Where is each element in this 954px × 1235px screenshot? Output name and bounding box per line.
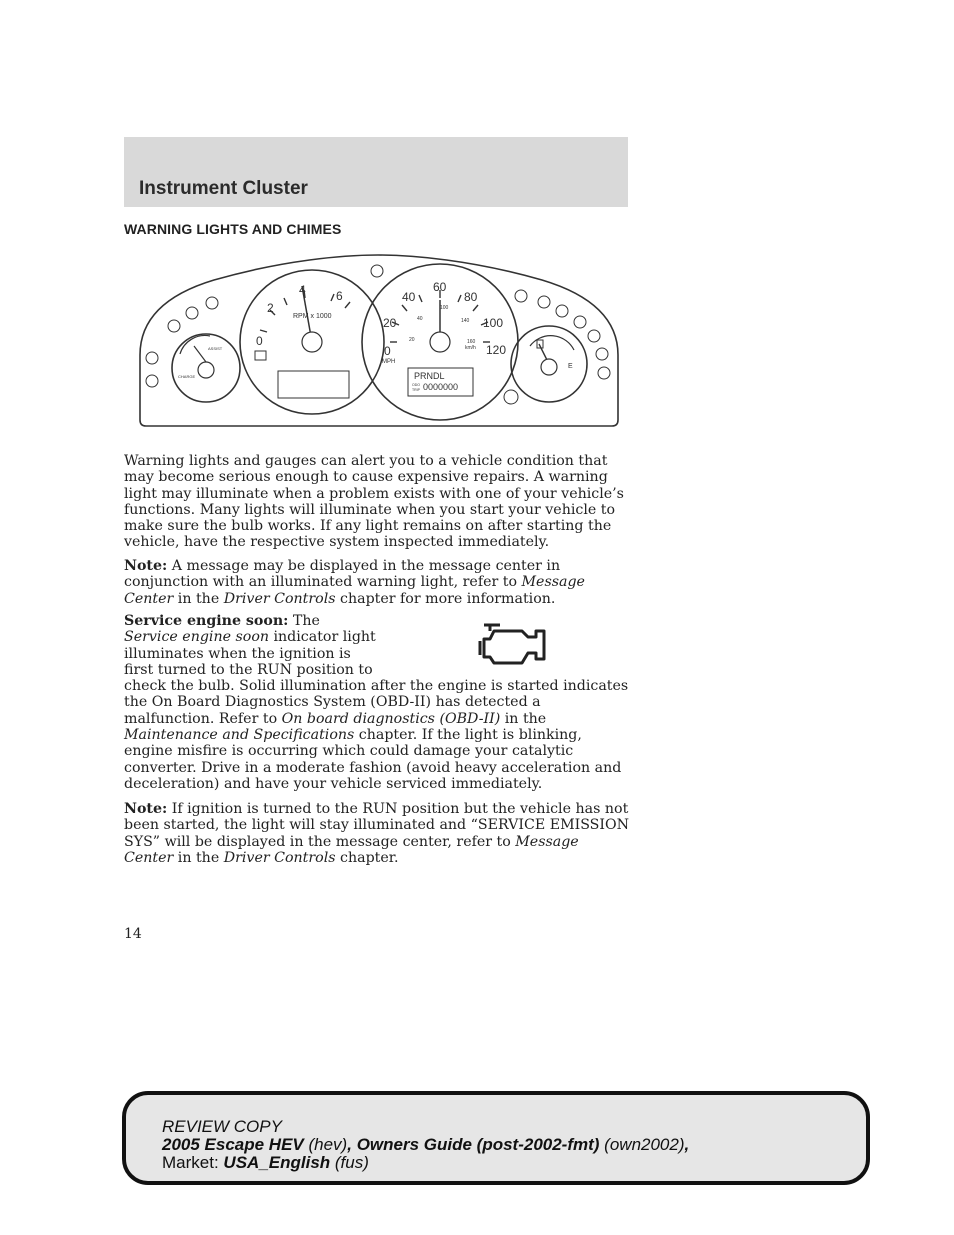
speedo-mph-80: 80 — [464, 290, 478, 304]
speedo-needle-hub — [430, 332, 450, 352]
tach-display-window — [278, 371, 349, 398]
charge-label: CHARGE — [178, 374, 196, 379]
maintenance-ref: Maintenance and Specifications — [124, 727, 355, 744]
driver-controls-ref: Driver Controls — [223, 590, 336, 607]
trip-label: TRIP — [412, 388, 420, 392]
battery-icon — [598, 367, 610, 379]
hazard-triangle-icon — [574, 316, 586, 328]
footer-market-line — [162, 1154, 689, 1172]
market-code: (fus) — [330, 1153, 369, 1172]
note-paragraph-message-center — [124, 558, 630, 607]
wrench-icon — [515, 290, 527, 302]
section-title: WARNING LIGHTS AND CHIMES — [124, 221, 342, 237]
market-value: USA_English — [223, 1153, 331, 1172]
model-code: (hev) — [303, 1135, 348, 1154]
cluster-housing — [140, 255, 618, 426]
speedo-mph-label: MPH — [382, 359, 396, 365]
driver-controls-ref: Driver Controls — [223, 849, 336, 866]
note-paragraph-service-emission — [124, 801, 630, 866]
speedo-mph-0: 0 — [384, 344, 391, 358]
airbag-icon — [146, 352, 158, 364]
charge-scale-arc — [180, 335, 210, 354]
tach-tick — [331, 294, 334, 301]
tach-tick — [345, 302, 350, 308]
body-text: in the — [500, 710, 547, 727]
note-text: chapter. — [335, 849, 399, 866]
service-engine-soon-term: Service engine soon — [124, 629, 269, 646]
charge-needle — [194, 346, 206, 362]
tach-number-4: 4 — [299, 283, 306, 297]
tach-tick — [284, 298, 287, 305]
turn-right-indicator-icon — [538, 296, 550, 308]
reset-button — [504, 390, 518, 404]
page-number: 14 — [124, 926, 142, 942]
speedo-kmh-140: 140 — [461, 318, 470, 324]
speedo-mph-60: 60 — [433, 280, 447, 294]
speedo-tick — [419, 295, 422, 302]
speedo-mph-40: 40 — [402, 290, 416, 304]
speedo-kmh-100: 100 — [440, 305, 449, 311]
note-text: in the — [173, 590, 224, 607]
note-label: Note: — [124, 801, 168, 817]
model-name: 2005 Escape HEV — [162, 1135, 304, 1154]
body-text: The — [288, 613, 320, 629]
speedo-mph-100: 100 — [483, 316, 504, 330]
speedo-tick — [402, 305, 407, 311]
guide-code: (own2002) — [599, 1135, 685, 1154]
note-text: in the — [173, 849, 224, 866]
speedo-kmh-40: 40 — [417, 316, 423, 322]
separator: , — [347, 1135, 357, 1154]
headlamp-icon — [371, 265, 383, 277]
separator: , — [684, 1135, 690, 1154]
assist-label: ASSIST — [208, 346, 223, 351]
ev-indicator-icon — [255, 351, 266, 360]
speedo-kmh-160: 160 — [467, 339, 476, 345]
speedo-mph-120: 120 — [486, 343, 507, 357]
intro-paragraph: Warning lights and gauges can alert you to a vehicle condition that may become serious enough to cause expensive repairs. A warning light may illuminate when a problem exists with one of your vehicle’s functions. Many lights will illuminate when you start your vehicle to make sure the bulb works. If any light remains on after starting the vehicle, have the respective system inspected immediately. — [124, 453, 624, 551]
footer-text — [162, 1118, 689, 1172]
brake-icon — [146, 375, 158, 387]
tach-label: RPM x 1000 — [293, 313, 332, 320]
odometer-readout: 0000000 — [423, 382, 459, 392]
seatbelt-icon — [168, 320, 180, 332]
obd-ref: On board diagnostics (OBD-II) — [281, 710, 501, 727]
note-text: A message may be displayed in the message center in conjunction with an illuminated warning light, refer to — [124, 558, 561, 591]
brake-warning-icon — [556, 305, 568, 317]
speedo-kmh-label: km/h — [465, 345, 476, 351]
prndl-indicator: PRNDL — [414, 371, 445, 381]
note-label: Note: — [124, 558, 168, 574]
guide-name: Owners Guide (post-2002-fmt) — [356, 1135, 600, 1154]
note-text: chapter for more information. — [335, 590, 556, 607]
speedo-kmh-20: 20 — [409, 337, 415, 343]
market-label: Market: — [162, 1153, 219, 1172]
note-text: If ignition is turned to the RUN position but the vehicle has not been started, the light will stay illuminated and “SERVICE EMISSION SYS” will be displayed in the message center, refer to — [124, 801, 630, 850]
charge-needle-hub — [198, 362, 214, 378]
message-center-ref: Message Center — [124, 574, 585, 607]
oil-pressure-icon — [596, 348, 608, 360]
service-engine-soon-label: Service engine soon: — [124, 613, 289, 629]
message-center-ref: Message Center — [124, 833, 579, 866]
charge-gauge-ring — [172, 334, 240, 402]
check-engine-icon — [588, 330, 600, 342]
service-engine-soon-paragraph — [124, 613, 630, 792]
speedo-tick — [458, 295, 461, 302]
tach-number-2: 2 — [267, 301, 274, 315]
body-text: chapter. If the light is blinking, engine misfire is occurring which could damage your catalytic converter. Drive in a moderate fashion (avoid heavy acceleration and deceleration) and have your vehicle serviced immediately. — [124, 727, 622, 792]
engine-temp-icon — [186, 307, 198, 319]
fuel-needle-hub — [541, 359, 557, 375]
review-copy-label: REVIEW COPY — [162, 1117, 282, 1136]
tach-number-6: 6 — [336, 289, 343, 303]
tach-number-0: 0 — [256, 334, 263, 348]
tach-tick — [260, 330, 267, 332]
speedo-tick — [473, 305, 478, 311]
turn-left-indicator-icon — [206, 297, 218, 309]
chapter-title: Instrument Cluster — [139, 178, 308, 199]
instrument-cluster-illustration — [134, 250, 622, 430]
fuel-empty-label: E — [568, 363, 573, 370]
tach-needle-hub — [302, 332, 322, 352]
footer-document-line — [162, 1136, 689, 1154]
odo-label: ODO — [412, 383, 420, 387]
body-text: indicator light illuminates when the ignition is first turned to the RUN position to check the bulb. Solid illumination after the engine is started indicates the On Board Diagnostics System (OBD-II) has detected a malfunction. Refer to — [124, 629, 629, 727]
speedo-mph-20: 20 — [383, 316, 397, 330]
check-engine-icon — [478, 619, 550, 667]
